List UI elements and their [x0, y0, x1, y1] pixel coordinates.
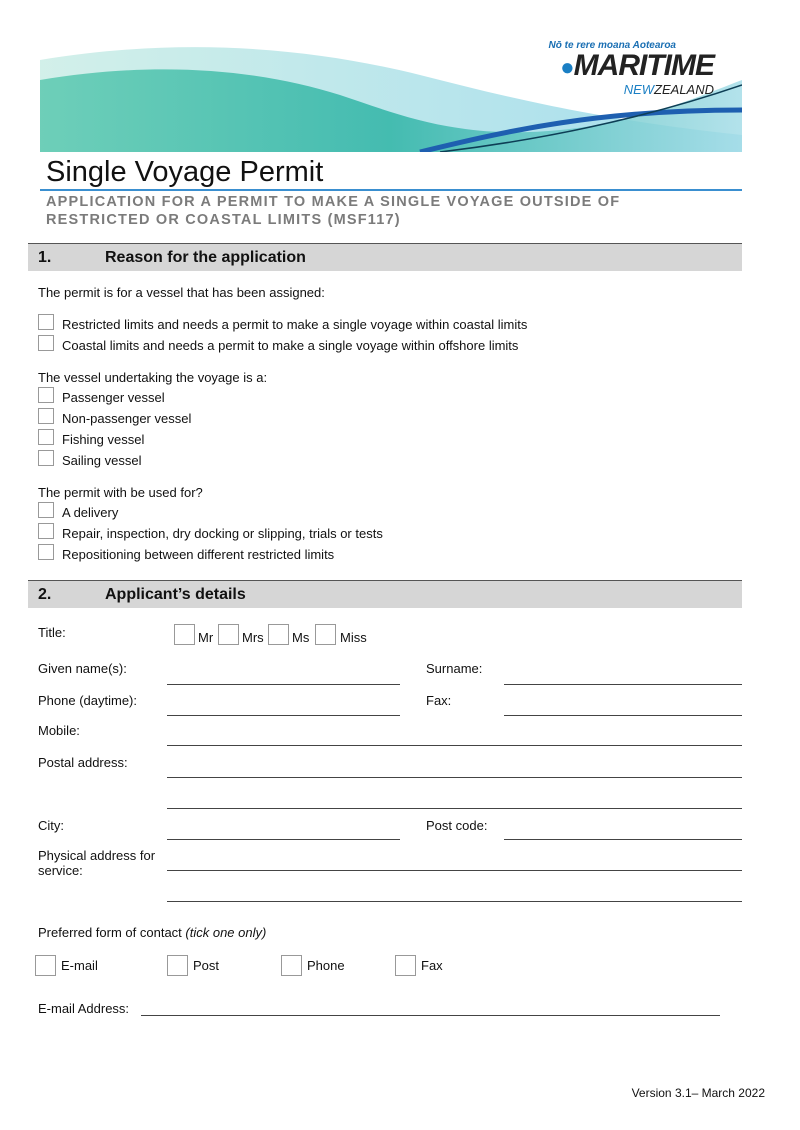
checkbox-mr[interactable]	[174, 624, 195, 645]
logo-emblem-icon: ●	[560, 54, 574, 81]
logo-sub	[514, 83, 714, 96]
checkbox-repair[interactable]	[38, 523, 54, 539]
checkbox-fishing-vessel[interactable]	[38, 429, 54, 445]
title-label: Title:	[38, 625, 66, 640]
option-label: Restricted limits and needs a permit to make a single voyage within coastal limits	[62, 317, 528, 332]
option-label: Mr	[198, 630, 214, 645]
title-divider	[40, 189, 742, 191]
page-subtitle	[46, 193, 620, 229]
option-label: A delivery	[62, 505, 119, 520]
section-number: 2.	[38, 586, 52, 603]
physical-address-label	[38, 848, 155, 878]
checkbox-contact-email[interactable]	[35, 955, 56, 976]
postal-address-field-2[interactable]	[167, 808, 742, 809]
physical-address-field-2[interactable]	[167, 901, 742, 902]
version-text: Version 3.1– March 2022	[631, 1086, 765, 1100]
option-label: Ms	[292, 630, 310, 645]
postal-address-label: Postal address:	[38, 755, 128, 770]
checkbox-non-passenger-vessel[interactable]	[38, 408, 54, 424]
option-label: Repair, inspection, dry docking or slipping, trials or tests	[62, 526, 383, 541]
checkbox-restricted-limits[interactable]	[38, 314, 54, 330]
option-label: Passenger vessel	[62, 390, 165, 405]
checkbox-mrs[interactable]	[218, 624, 239, 645]
logo-name-text: MARITIME	[573, 49, 714, 82]
option-label: Miss	[340, 630, 367, 645]
option-label: Repositioning between different restricted limits	[62, 547, 335, 562]
option-label: Mrs	[242, 630, 264, 645]
checkbox-contact-fax[interactable]	[395, 955, 416, 976]
question-vessel-type: The vessel undertaking the voyage is a:	[38, 370, 268, 385]
checkbox-contact-post[interactable]	[167, 955, 188, 976]
email-address-label: E-mail Address:	[38, 1001, 130, 1016]
logo-name	[514, 51, 714, 83]
checkbox-ms[interactable]	[268, 624, 289, 645]
checkbox-miss[interactable]	[315, 624, 336, 645]
logo-sub-new: NEW	[623, 82, 655, 97]
section-title: Applicant’s details	[105, 586, 246, 603]
mobile-label: Mobile:	[38, 723, 80, 738]
option-label: Sailing vessel	[62, 453, 142, 468]
header-banner	[40, 40, 742, 152]
fax-label: Fax:	[426, 693, 452, 708]
subtitle-line: APPLICATION FOR A PERMIT TO MAKE A SINGLE VOYAGE OUTSIDE OF	[46, 194, 621, 210]
question-permit-use: The permit with be used for?	[38, 485, 203, 500]
maritime-logo	[514, 40, 714, 96]
checkbox-delivery[interactable]	[38, 502, 54, 518]
label-line: service:	[38, 863, 83, 878]
option-label: Coastal limits and needs a permit to make a single voyage within offshore limits	[62, 338, 519, 353]
section-1-header	[28, 243, 742, 271]
logo-tagline: Nō te rere moana Aotearoa	[548, 40, 676, 51]
option-label: Phone	[307, 958, 345, 973]
surname-field[interactable]	[504, 684, 742, 685]
surname-label: Surname:	[426, 661, 483, 676]
post-code-field[interactable]	[504, 839, 742, 840]
checkbox-passenger-vessel[interactable]	[38, 387, 54, 403]
option-label: Post	[193, 958, 220, 973]
email-address-field[interactable]	[141, 1015, 720, 1016]
section-2-header	[28, 580, 742, 608]
section-number: 1.	[38, 249, 52, 266]
section-title: Reason for the application	[105, 249, 306, 266]
label-text: Preferred form of contact	[38, 925, 182, 940]
checkbox-contact-phone[interactable]	[281, 955, 302, 976]
checkbox-sailing-vessel[interactable]	[38, 450, 54, 466]
label-line: Physical address for	[38, 848, 156, 863]
logo-sub-zealand: ZEALAND	[654, 82, 714, 97]
checkbox-repositioning[interactable]	[38, 544, 54, 560]
mobile-field[interactable]	[167, 745, 742, 746]
phone-field[interactable]	[167, 715, 400, 716]
given-name-label: Given name(s):	[38, 661, 127, 676]
option-label: Fax	[421, 958, 443, 973]
fax-field[interactable]	[504, 715, 742, 716]
option-label: Fishing vessel	[62, 432, 145, 447]
phone-label: Phone (daytime):	[38, 693, 137, 708]
checkbox-coastal-limits[interactable]	[38, 335, 54, 351]
city-field[interactable]	[167, 839, 400, 840]
question-assigned-limits: The permit is for a vessel that has been assigned:	[38, 285, 325, 300]
post-code-label: Post code:	[426, 818, 488, 833]
given-name-field[interactable]	[167, 684, 400, 685]
postal-address-field[interactable]	[167, 777, 742, 778]
city-label: City:	[38, 818, 64, 833]
contact-preference-label	[38, 925, 266, 940]
physical-address-field[interactable]	[167, 870, 742, 871]
option-label: Non-passenger vessel	[62, 411, 192, 426]
page-title: Single Voyage Permit	[46, 156, 324, 188]
option-label: E-mail	[61, 958, 98, 973]
label-note: (tick one only)	[185, 925, 267, 940]
subtitle-line: RESTRICTED OR COASTAL LIMITS (MSF117)	[46, 212, 401, 228]
